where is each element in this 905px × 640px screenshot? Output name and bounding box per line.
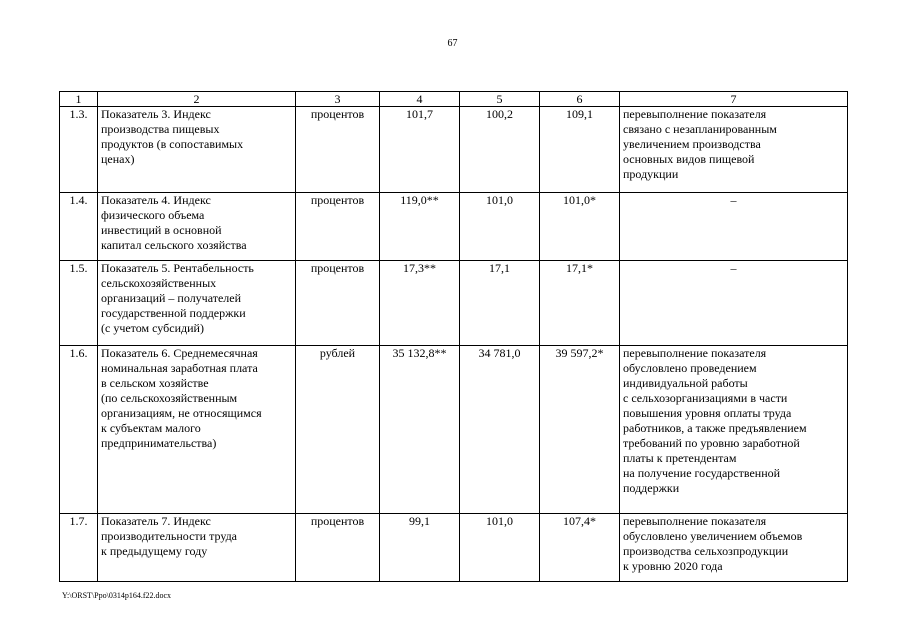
indicator-name: Показатель 4. Индекс физического объема инвестиций в основной капитал сельского хозяйства bbox=[98, 193, 296, 261]
value-col5: 101,0 bbox=[460, 193, 540, 261]
col-header-1: 1 bbox=[60, 92, 98, 107]
col-header-3: 3 bbox=[296, 92, 380, 107]
table-row bbox=[60, 193, 848, 261]
col-header-4: 4 bbox=[380, 92, 460, 107]
unit-cell: процентов bbox=[296, 514, 380, 582]
value-col4: 17,3** bbox=[380, 261, 460, 346]
table-row bbox=[60, 514, 848, 582]
header-row bbox=[60, 92, 848, 107]
table-row bbox=[60, 261, 848, 346]
note-cell: – bbox=[620, 261, 848, 346]
value-col6: 109,1 bbox=[540, 107, 620, 193]
value-col5: 101,0 bbox=[460, 514, 540, 582]
table-row bbox=[60, 107, 848, 193]
table-row bbox=[60, 346, 848, 514]
file-path-footer: Y:\ORST\Ppo\0314p164.f22.docx bbox=[62, 591, 172, 600]
value-col5: 100,2 bbox=[460, 107, 540, 193]
row-number: 1.6. bbox=[60, 346, 98, 514]
note-cell: перевыполнение показателя обусловлено проведением индивидуальной работы с сельхозорганизациями в части повышения уровня оплаты труда работников, а также предъявлением требований по уровню заработной платы к претендентам на получение государственной поддержки bbox=[620, 346, 848, 514]
value-col6: 17,1* bbox=[540, 261, 620, 346]
unit-cell: процентов bbox=[296, 107, 380, 193]
unit-cell: процентов bbox=[296, 193, 380, 261]
value-col4: 101,7 bbox=[380, 107, 460, 193]
page-number: 67 bbox=[447, 38, 458, 49]
indicator-name: Показатель 3. Индекс производства пищевых продуктов (в сопоставимых ценах) bbox=[98, 107, 296, 193]
value-col6: 39 597,2* bbox=[540, 346, 620, 514]
unit-cell: процентов bbox=[296, 261, 380, 346]
note-cell: перевыполнение показателя связано с незапланированным увеличением производства основных видов пищевой продукции bbox=[620, 107, 848, 193]
row-number: 1.7. bbox=[60, 514, 98, 582]
row-number: 1.5. bbox=[60, 261, 98, 346]
unit-cell: рублей bbox=[296, 346, 380, 514]
value-col5: 17,1 bbox=[460, 261, 540, 346]
indicator-name: Показатель 6. Среднемесячная номинальная заработная плата в сельском хозяйстве (по сельскохозяйственным организациям, не относящимся к субъектам малого предпринимательства) bbox=[98, 346, 296, 514]
value-col6: 101,0* bbox=[540, 193, 620, 261]
note-cell: – bbox=[620, 193, 848, 261]
col-header-6: 6 bbox=[540, 92, 620, 107]
value-col4: 119,0** bbox=[380, 193, 460, 261]
value-col4: 35 132,8** bbox=[380, 346, 460, 514]
indicator-name: Показатель 7. Индекс производительности труда к предыдущему году bbox=[98, 514, 296, 582]
note-cell: перевыполнение показателя обусловлено увеличением объемов производства сельхозпродукции к уровню 2020 года bbox=[620, 514, 848, 582]
col-header-7: 7 bbox=[620, 92, 848, 107]
row-number: 1.3. bbox=[60, 107, 98, 193]
value-col6: 107,4* bbox=[540, 514, 620, 582]
indicators-table bbox=[59, 91, 848, 582]
col-header-5: 5 bbox=[460, 92, 540, 107]
value-col5: 34 781,0 bbox=[460, 346, 540, 514]
col-header-2: 2 bbox=[98, 92, 296, 107]
value-col4: 99,1 bbox=[380, 514, 460, 582]
row-number: 1.4. bbox=[60, 193, 98, 261]
indicator-name: Показатель 5. Рентабельность сельскохозяйственных организаций – получателей государственной поддержки (с учетом субсидий) bbox=[98, 261, 296, 346]
